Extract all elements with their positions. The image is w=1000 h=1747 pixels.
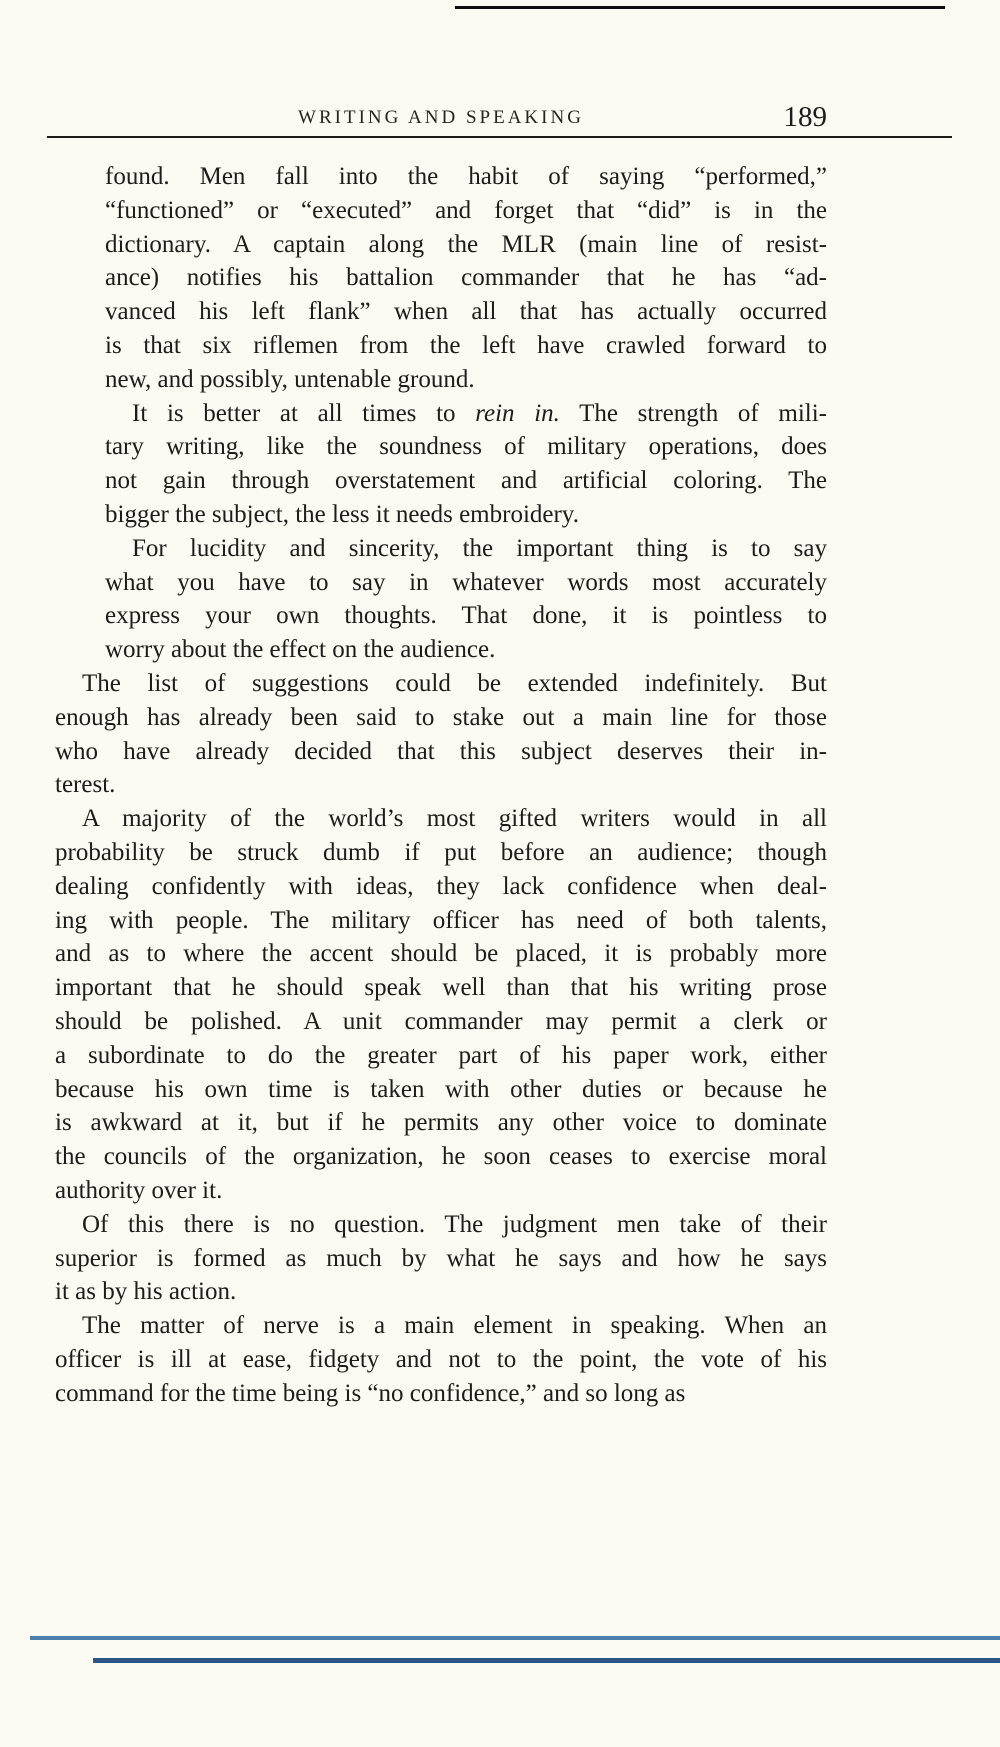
text-line [105,566,827,600]
text-segment: is awkward at it, but if he permits any other voice to dominate [55,1109,827,1137]
text-line [55,904,827,938]
text-segment: bigger the subject, the less it needs embroidery. [105,500,579,528]
text-line [105,464,827,498]
text-segment: enough has already been said to stake out a main line for those [55,703,827,731]
italic-text-segment: rein in. [475,399,560,427]
text-segment: “functioned” or “executed” and forget that “did” is in the [105,196,827,224]
text-line [105,397,827,431]
text-segment: is that six riflemen from the left have crawled forward to [105,331,827,359]
text-segment: it as by his action. [55,1278,237,1306]
text-line [55,1343,827,1377]
scan-artifact-bottom-light-line [30,1636,1000,1640]
paragraph [55,802,827,1208]
text-line [55,937,827,971]
paragraph [55,667,827,802]
text-line [55,1309,827,1343]
text-line [55,1208,827,1242]
text-line [55,768,827,802]
text-segment: not gain through overstatement and artificial coloring. The [105,467,827,495]
text-line [105,633,827,667]
scan-artifact-bottom-dark-line [93,1658,1000,1663]
text-line [55,1140,827,1174]
scan-artifact-top-line [455,6,945,9]
paragraph [55,1208,827,1309]
paragraph [105,397,827,532]
text-segment: officer is ill at ease, fidgety and not to the point, the vote of his [55,1345,827,1373]
text-line [55,735,827,769]
text-segment: tary writing, like the soundness of military operations, does [105,433,827,461]
text-line [55,1106,827,1140]
text-segment: ance) notifies his battalion commander that he has “ad- [105,264,827,292]
text-segment: probability be struck dumb if put before an audience; though [55,838,827,866]
text-segment: It is better at all times to [132,399,476,427]
text-segment: For lucidity and sincerity, the important thing is to say [132,534,827,562]
text-segment: and as to where the accent should be placed, it is probably more [55,940,827,968]
text-line [105,295,827,329]
body-text-section [55,667,827,1411]
text-segment: because his own time is taken with other duties or because he [55,1075,827,1103]
text-line [105,498,827,532]
text-segment: vanced his left flank” when all that has actually occurred [105,298,827,326]
text-line [55,802,827,836]
text-segment: worry about the effect on the audience. [105,636,496,664]
text-line [55,1275,827,1309]
text-segment: command for the time being is “no confidence,” and so long as [55,1379,686,1407]
text-block [55,160,827,1410]
text-line [55,870,827,904]
text-segment: The strength of mili- [559,399,827,427]
page-number: 189 [783,101,827,133]
text-segment: The matter of nerve is a main element in speaking. When an [82,1312,827,1340]
text-line [55,1377,827,1411]
text-segment: dealing confidently with ideas, they lack confidence when deal- [55,872,827,900]
text-segment: a subordinate to do the greater part of his paper work, either [55,1041,827,1069]
text-line [105,329,827,363]
text-segment: The list of suggestions could be extended indefinitely. But [82,669,827,697]
text-line [55,1005,827,1039]
text-segment: who have already decided that this subject deserves their in- [55,737,827,765]
text-segment: superior is formed as much by what he says and how he says [55,1244,827,1272]
text-line [55,1174,827,1208]
text-line [55,1073,827,1107]
text-line [105,599,827,633]
running-head-title: WRITING AND SPEAKING [298,107,584,128]
text-line [55,836,827,870]
header-rule [47,136,952,138]
quoted-extract-section [105,160,827,667]
text-line [55,701,827,735]
text-segment: terest. [55,771,116,799]
text-segment: found. Men fall into the habit of saying “performed,” [105,163,827,190]
paragraph [105,160,827,397]
text-segment: ing with people. The military officer has need of both talents, [55,906,827,934]
running-head [55,98,827,134]
text-line [105,160,827,194]
text-segment: Of this there is no question. The judgment men take of their [82,1210,827,1238]
text-line [105,228,827,262]
text-line [105,532,827,566]
text-segment: A majority of the world’s most gifted writers would in all [82,805,827,833]
text-segment: important that he should speak well than that his writing prose [55,974,827,1002]
text-line [105,194,827,228]
text-segment: express your own thoughts. That done, it is pointless to [105,602,827,630]
text-line [105,363,827,397]
text-segment: dictionary. A captain along the MLR (main line of resist- [105,230,827,258]
text-line [55,1039,827,1073]
text-segment: should be polished. A unit commander may permit a clerk or [55,1007,827,1035]
text-line [55,667,827,701]
text-line [105,430,827,464]
text-segment: the councils of the organization, he soon ceases to exercise moral [55,1143,827,1171]
text-segment: what you have to say in whatever words most accurately [105,568,827,596]
text-segment: authority over it. [55,1176,223,1204]
paragraph [55,1309,827,1410]
text-line [55,1242,827,1276]
text-line [55,971,827,1005]
paragraph [105,532,827,667]
text-segment: new, and possibly, untenable ground. [105,365,475,393]
text-line [105,261,827,295]
